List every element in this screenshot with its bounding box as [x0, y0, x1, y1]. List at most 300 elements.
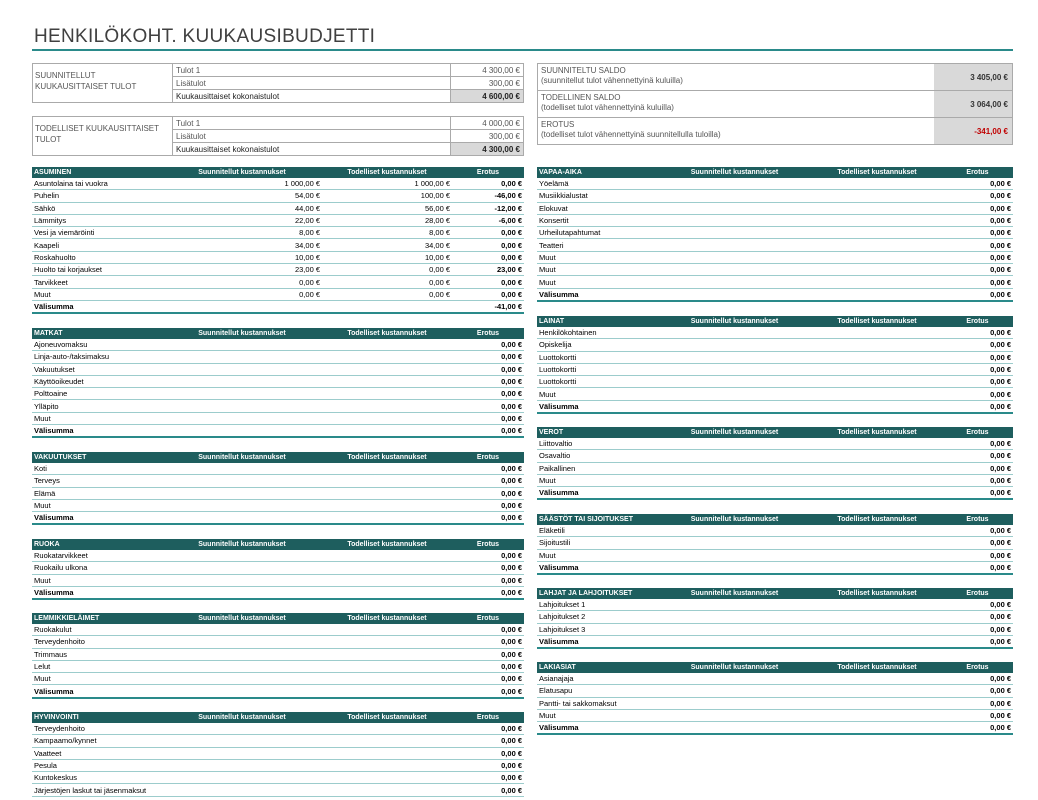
planned-income-label: SUUNNITELLUT KUUKAUSITTAISET TULOT: [33, 64, 173, 102]
diff-cell: 0,00 €: [452, 375, 524, 387]
table-row: [537, 276, 1013, 288]
diff-cell: 0,00 €: [942, 214, 1013, 226]
actual-income-label: TODELLISET KUUKAUSITTAISET TULOT: [33, 117, 173, 155]
actual-cell[interactable]: 34,00 €: [322, 239, 452, 251]
diff-col-header: Erotus: [942, 427, 1013, 438]
row-label: Muut: [32, 574, 162, 586]
table-row: [32, 562, 524, 574]
planned-col-header: Suunnitellut kustannukset: [162, 712, 322, 723]
subtotal-value: 0,00 €: [942, 561, 1013, 574]
actual-cell[interactable]: [322, 475, 452, 487]
actual-cell[interactable]: [812, 227, 942, 239]
planned-income-box: [32, 63, 524, 103]
planned-col-header: Suunnitellut kustannukset: [162, 613, 322, 624]
row-label: Ylläpito: [32, 400, 162, 412]
planned-cell[interactable]: 23,00 €: [162, 264, 322, 276]
category-table-vapaa-aika: [537, 167, 1013, 302]
table-row: [537, 525, 1013, 537]
actual-cell[interactable]: [812, 363, 942, 375]
diff-cell: 0,00 €: [452, 463, 524, 475]
category-header: [537, 588, 1013, 599]
category-table-vakuutukset: [32, 452, 524, 525]
category-title: RUOKA: [32, 539, 162, 550]
actual-col-header: Todelliset kustannukset: [812, 588, 942, 599]
actual-cell[interactable]: [812, 549, 942, 561]
table-row: [32, 747, 524, 759]
diff-cell: 0,00 €: [942, 327, 1013, 339]
diff-col-header: Erotus: [452, 167, 524, 178]
income-name: Tulot 1: [173, 64, 451, 77]
actual-cell[interactable]: [812, 474, 942, 486]
subtotal-value: 0,00 €: [942, 400, 1013, 413]
row-label: Polttoaine: [32, 388, 162, 400]
diff-cell: 0,00 €: [942, 599, 1013, 611]
actual-cell[interactable]: [812, 376, 942, 388]
actual-cell[interactable]: [322, 339, 452, 351]
diff-cell: 0,00 €: [942, 351, 1013, 363]
planned-cell[interactable]: [657, 339, 812, 351]
planned-cell[interactable]: 10,00 €: [162, 251, 322, 263]
row-label: Muut: [32, 499, 162, 511]
planned-cell[interactable]: [657, 474, 812, 486]
diff-cell: 0,00 €: [942, 363, 1013, 375]
subtotal-row: [32, 425, 524, 438]
planned-cell[interactable]: [657, 525, 812, 537]
actual-cell[interactable]: [812, 190, 942, 202]
table-row: [537, 673, 1013, 685]
planned-cell[interactable]: [162, 636, 322, 648]
table-row: [537, 462, 1013, 474]
actual-cell[interactable]: 100,00 €: [322, 190, 452, 202]
actual-cell[interactable]: [322, 673, 452, 685]
actual-cell[interactable]: 0,00 €: [322, 288, 452, 300]
category-table-lakiasiat: [537, 662, 1013, 735]
row-label: Muut: [537, 276, 657, 288]
actual-cell[interactable]: [322, 747, 452, 759]
income-name: Tulot 1: [173, 117, 451, 130]
diff-cell: 0,00 €: [942, 709, 1013, 721]
category-table-verot: [537, 427, 1013, 500]
diff-cell: 0,00 €: [942, 525, 1013, 537]
planned-cell[interactable]: [657, 450, 812, 462]
planned-cell[interactable]: [162, 648, 322, 660]
planned-cell[interactable]: [162, 784, 322, 796]
planned-cell[interactable]: [657, 611, 812, 623]
actual-cell[interactable]: [322, 574, 452, 586]
planned-cell[interactable]: 8,00 €: [162, 227, 322, 239]
row-label: Luottokortti: [537, 351, 657, 363]
actual-cell[interactable]: [322, 400, 452, 412]
row-label: Ajoneuvomaksu: [32, 339, 162, 351]
row-label: Lahjoitukset 1: [537, 599, 657, 611]
planned-cell[interactable]: [162, 624, 322, 636]
actual-cell[interactable]: [812, 327, 942, 339]
planned-cell[interactable]: [657, 239, 812, 251]
actual-cell[interactable]: [812, 697, 942, 709]
category-title: ASUMINEN: [32, 167, 162, 178]
planned-cell[interactable]: [162, 759, 322, 771]
row-label: Lelut: [32, 660, 162, 672]
actual-cell[interactable]: [322, 735, 452, 747]
actual-cell[interactable]: [812, 388, 942, 400]
planned-cell[interactable]: [657, 276, 812, 288]
planned-cell[interactable]: [162, 723, 322, 735]
actual-cell[interactable]: [812, 251, 942, 263]
table-row: [32, 772, 524, 784]
category-title: MATKAT: [32, 328, 162, 339]
category-header: [32, 452, 524, 463]
diff-col-header: Erotus: [452, 539, 524, 550]
actual-cell[interactable]: 28,00 €: [322, 214, 452, 226]
planned-cell[interactable]: [657, 363, 812, 375]
actual-cell[interactable]: [322, 550, 452, 562]
income-value[interactable]: 4 000,00 €: [451, 117, 524, 130]
planned-cell[interactable]: 54,00 €: [162, 190, 322, 202]
table-row: [537, 363, 1013, 375]
diff-cell: 0,00 €: [942, 376, 1013, 388]
actual-cell[interactable]: [812, 276, 942, 288]
diff-col-header: Erotus: [452, 328, 524, 339]
actual-col-header: Todelliset kustannukset: [322, 328, 452, 339]
diff-cell: 0,00 €: [452, 499, 524, 511]
planned-cell[interactable]: [162, 574, 322, 586]
subtotal-value: -41,00 €: [452, 300, 524, 313]
actual-cell[interactable]: [322, 648, 452, 660]
planned-cell[interactable]: [162, 339, 322, 351]
actual-cell[interactable]: [812, 339, 942, 351]
table-row: [537, 474, 1013, 486]
planned-cell[interactable]: [657, 685, 812, 697]
table-row: [537, 709, 1013, 721]
planned-cell[interactable]: [657, 327, 812, 339]
table-row: [537, 388, 1013, 400]
actual-cell[interactable]: [812, 264, 942, 276]
actual-cell[interactable]: [812, 685, 942, 697]
actual-cell[interactable]: [322, 723, 452, 735]
row-label: Vaatteet: [32, 747, 162, 759]
actual-cell[interactable]: [812, 462, 942, 474]
diff-cell: 0,00 €: [942, 276, 1013, 288]
planned-col-header: Suunnitellut kustannukset: [657, 662, 812, 673]
actual-cell[interactable]: [322, 388, 452, 400]
actual-balance-row: [538, 91, 1012, 118]
actual-cell[interactable]: 1 000,00 €: [322, 178, 452, 190]
row-label: Huolto tai korjaukset: [32, 264, 162, 276]
planned-cell[interactable]: [657, 202, 812, 214]
planned-cell[interactable]: [657, 251, 812, 263]
income-name: Kuukausittaiset kokonaistulot: [176, 91, 280, 101]
planned-cell[interactable]: 0,00 €: [162, 276, 322, 288]
table-row: [537, 214, 1013, 226]
category-header: [32, 539, 524, 550]
table-row: [537, 351, 1013, 363]
diff-cell: 0,00 €: [942, 474, 1013, 486]
income-total-value: 4 600,00 €: [451, 90, 524, 103]
planned-col-header: Suunnitellut kustannukset: [657, 514, 812, 525]
row-label: Lahjoitukset 2: [537, 611, 657, 623]
actual-cell[interactable]: [812, 611, 942, 623]
diff-cell: 0,00 €: [452, 562, 524, 574]
planned-cell[interactable]: [657, 697, 812, 709]
subtotal-row: [537, 400, 1013, 413]
table-row: [537, 438, 1013, 450]
income-value[interactable]: 4 300,00 €: [451, 64, 524, 77]
actual-cell[interactable]: 56,00 €: [322, 202, 452, 214]
actual-cell[interactable]: [322, 363, 452, 375]
actual-cell[interactable]: 0,00 €: [322, 276, 452, 288]
planned-cell[interactable]: [162, 735, 322, 747]
actual-cell[interactable]: [812, 450, 942, 462]
table-row: [537, 537, 1013, 549]
actual-cell[interactable]: [322, 351, 452, 363]
planned-cell[interactable]: [657, 214, 812, 226]
diff-cell: 0,00 €: [452, 735, 524, 747]
planned-cell[interactable]: [657, 623, 812, 635]
planned-cell[interactable]: [162, 673, 322, 685]
row-label: Vakuutukset: [32, 363, 162, 375]
actual-cell[interactable]: [812, 709, 942, 721]
planned-cell[interactable]: [657, 351, 812, 363]
planned-cell[interactable]: [162, 550, 322, 562]
planned-cell[interactable]: [657, 376, 812, 388]
row-label: Kampaamo/kynnet: [32, 735, 162, 747]
actual-cell[interactable]: [322, 772, 452, 784]
planned-cell[interactable]: [657, 673, 812, 685]
actual-cell[interactable]: [812, 673, 942, 685]
planned-cell[interactable]: [162, 375, 322, 387]
planned-cell[interactable]: [162, 351, 322, 363]
table-row: [32, 388, 524, 400]
table-row: [32, 487, 524, 499]
diff-cell: 0,00 €: [452, 759, 524, 771]
planned-col-header: Suunnitellut kustannukset: [657, 588, 812, 599]
diff-cell: 0,00 €: [452, 487, 524, 499]
table-row: [32, 723, 524, 735]
subtotal-value: 0,00 €: [452, 586, 524, 599]
planned-cell[interactable]: [162, 400, 322, 412]
actual-cell[interactable]: [812, 537, 942, 549]
planned-cell[interactable]: [657, 388, 812, 400]
actual-cell[interactable]: [812, 438, 942, 450]
table-row: [537, 611, 1013, 623]
diff-cell: 0,00 €: [452, 388, 524, 400]
actual-cell[interactable]: [322, 375, 452, 387]
planned-cell[interactable]: 22,00 €: [162, 214, 322, 226]
category-title: VAPAA-AIKA: [537, 167, 657, 178]
planned-cell[interactable]: [657, 438, 812, 450]
actual-cell[interactable]: 0,00 €: [322, 264, 452, 276]
actual-cell[interactable]: [322, 463, 452, 475]
table-row: [537, 697, 1013, 709]
subtotal-label: Välisumma: [32, 586, 162, 599]
diff-cell: 0,00 €: [452, 363, 524, 375]
planned-cell[interactable]: [162, 660, 322, 672]
actual-cell[interactable]: [812, 202, 942, 214]
diff-cell: 0,00 €: [942, 227, 1013, 239]
actual-cell[interactable]: [812, 599, 942, 611]
table-row: [537, 623, 1013, 635]
row-label: Vesi ja viemäröinti: [32, 227, 162, 239]
actual-cell[interactable]: [812, 214, 942, 226]
table-row: [32, 400, 524, 412]
row-label: Yöelämä: [537, 178, 657, 190]
actual-col-header: Todelliset kustannukset: [322, 452, 452, 463]
diff-cell: 0,00 €: [452, 723, 524, 735]
diff-col-header: Erotus: [942, 316, 1013, 327]
planned-cell[interactable]: [657, 462, 812, 474]
actual-cell[interactable]: [322, 660, 452, 672]
subtotal-value: 0,00 €: [942, 722, 1013, 735]
row-label: Sähkö: [32, 202, 162, 214]
subtotal-value: 0,00 €: [942, 635, 1013, 648]
actual-cell[interactable]: [322, 759, 452, 771]
actual-col-header: Todelliset kustannukset: [322, 167, 452, 178]
row-label: Terveydenhoito: [32, 636, 162, 648]
difference-row: [538, 118, 1012, 144]
planned-col-header: Suunnitellut kustannukset: [162, 539, 322, 550]
actual-cell[interactable]: [812, 351, 942, 363]
planned-cell[interactable]: 0,00 €: [162, 288, 322, 300]
planned-cell[interactable]: [162, 363, 322, 375]
actual-cell[interactable]: 8,00 €: [322, 227, 452, 239]
diff-cell: 0,00 €: [452, 339, 524, 351]
income-name: Lisätulot: [173, 130, 451, 143]
actual-cell[interactable]: [322, 412, 452, 424]
row-label: Puhelin: [32, 190, 162, 202]
row-label: Kaapeli: [32, 239, 162, 251]
subtotal-label: Välisumma: [32, 300, 162, 313]
planned-cell[interactable]: [162, 487, 322, 499]
income-total-row: [173, 143, 523, 156]
actual-cell[interactable]: [322, 487, 452, 499]
planned-cell[interactable]: [657, 599, 812, 611]
diff-cell: 0,00 €: [942, 537, 1013, 549]
category-title: LAINAT: [537, 316, 657, 327]
table-row: [32, 660, 524, 672]
table-row: [32, 351, 524, 363]
row-label: Luottokortti: [537, 363, 657, 375]
income-name: Lisätulot: [173, 77, 451, 90]
row-label: Opiskelija: [537, 339, 657, 351]
actual-cell[interactable]: [322, 499, 452, 511]
actual-col-header: Todelliset kustannukset: [812, 316, 942, 327]
planned-balance-value: 3 405,00 €: [934, 64, 1012, 90]
row-label: Muut: [32, 673, 162, 685]
table-row: [32, 412, 524, 424]
planned-cell[interactable]: [162, 412, 322, 424]
row-label: Liittovaltio: [537, 438, 657, 450]
diff-cell: 0,00 €: [942, 388, 1013, 400]
planned-cell[interactable]: [657, 549, 812, 561]
planned-cell[interactable]: [657, 178, 812, 190]
income-row: [173, 64, 523, 77]
diff-cell: 0,00 €: [452, 550, 524, 562]
balance-summary: [537, 63, 1013, 145]
planned-cell[interactable]: [162, 475, 322, 487]
table-row: [537, 450, 1013, 462]
row-label: Muut: [537, 264, 657, 276]
row-label: Ruokakulut: [32, 624, 162, 636]
category-header: [32, 328, 524, 339]
row-label: Muut: [537, 474, 657, 486]
category-table-lemmikit: [32, 613, 524, 699]
table-row: [32, 227, 524, 239]
diff-cell: 0,00 €: [942, 251, 1013, 263]
row-label: Lämmitys: [32, 214, 162, 226]
planned-balance-desc: (suunnitellut tulot vähennettyinä kuluilla): [541, 76, 683, 85]
planned-cell[interactable]: [657, 264, 812, 276]
row-label: Pesula: [32, 759, 162, 771]
actual-cell[interactable]: [812, 178, 942, 190]
actual-cell[interactable]: [812, 623, 942, 635]
planned-cell[interactable]: [162, 463, 322, 475]
row-label: Henkilökohtainen: [537, 327, 657, 339]
row-label: Ruokatarvikkeet: [32, 550, 162, 562]
income-name: Kuukausittaiset kokonaistulot: [176, 144, 280, 154]
row-label: Koti: [32, 463, 162, 475]
table-row: [537, 227, 1013, 239]
subtotal-label: Välisumma: [537, 487, 657, 500]
row-label: Muut: [537, 251, 657, 263]
actual-cell[interactable]: [812, 525, 942, 537]
planned-cell[interactable]: [162, 562, 322, 574]
row-label: Muut: [32, 288, 162, 300]
row-label: Elokuvat: [537, 202, 657, 214]
actual-cell[interactable]: 10,00 €: [322, 251, 452, 263]
planned-cell[interactable]: [657, 709, 812, 721]
table-row: [32, 624, 524, 636]
actual-balance-value: 3 064,00 €: [934, 91, 1012, 117]
planned-cell[interactable]: [162, 747, 322, 759]
diff-cell: -46,00 €: [452, 190, 524, 202]
row-label: Kuntokeskus: [32, 772, 162, 784]
planned-cell[interactable]: 44,00 €: [162, 202, 322, 214]
planned-cell[interactable]: [162, 499, 322, 511]
income-value[interactable]: 300,00 €: [451, 77, 524, 90]
subtotal-row: [537, 288, 1013, 301]
diff-cell: 0,00 €: [942, 462, 1013, 474]
planned-cell[interactable]: 34,00 €: [162, 239, 322, 251]
diff-cell: 0,00 €: [452, 227, 524, 239]
planned-cell[interactable]: [162, 772, 322, 784]
actual-cell[interactable]: [322, 624, 452, 636]
income-value[interactable]: 300,00 €: [451, 130, 524, 143]
row-label: Eläketili: [537, 525, 657, 537]
table-row: [32, 759, 524, 771]
diff-cell: 0,00 €: [452, 276, 524, 288]
row-label: Käyttöoikeudet: [32, 375, 162, 387]
planned-cell[interactable]: [657, 190, 812, 202]
diff-cell: 0,00 €: [942, 264, 1013, 276]
subtotal-label: Välisumma: [537, 722, 657, 735]
planned-cell[interactable]: 1 000,00 €: [162, 178, 322, 190]
actual-cell[interactable]: [322, 636, 452, 648]
table-row: [32, 190, 524, 202]
income-row: [173, 130, 523, 143]
actual-cell[interactable]: [812, 239, 942, 251]
planned-cell[interactable]: [657, 227, 812, 239]
row-label: Järjestöjen laskut tai jäsenmaksut: [32, 784, 162, 796]
actual-cell[interactable]: [322, 562, 452, 574]
planned-cell[interactable]: [657, 537, 812, 549]
diff-cell: 0,00 €: [942, 438, 1013, 450]
planned-cell[interactable]: [162, 388, 322, 400]
table-row: [32, 264, 524, 276]
diff-cell: 0,00 €: [452, 648, 524, 660]
difference-desc: (todelliset tulot vähennettyinä suunnitellulla tuloilla): [541, 130, 721, 139]
actual-cell[interactable]: [322, 784, 452, 796]
table-row: [537, 549, 1013, 561]
